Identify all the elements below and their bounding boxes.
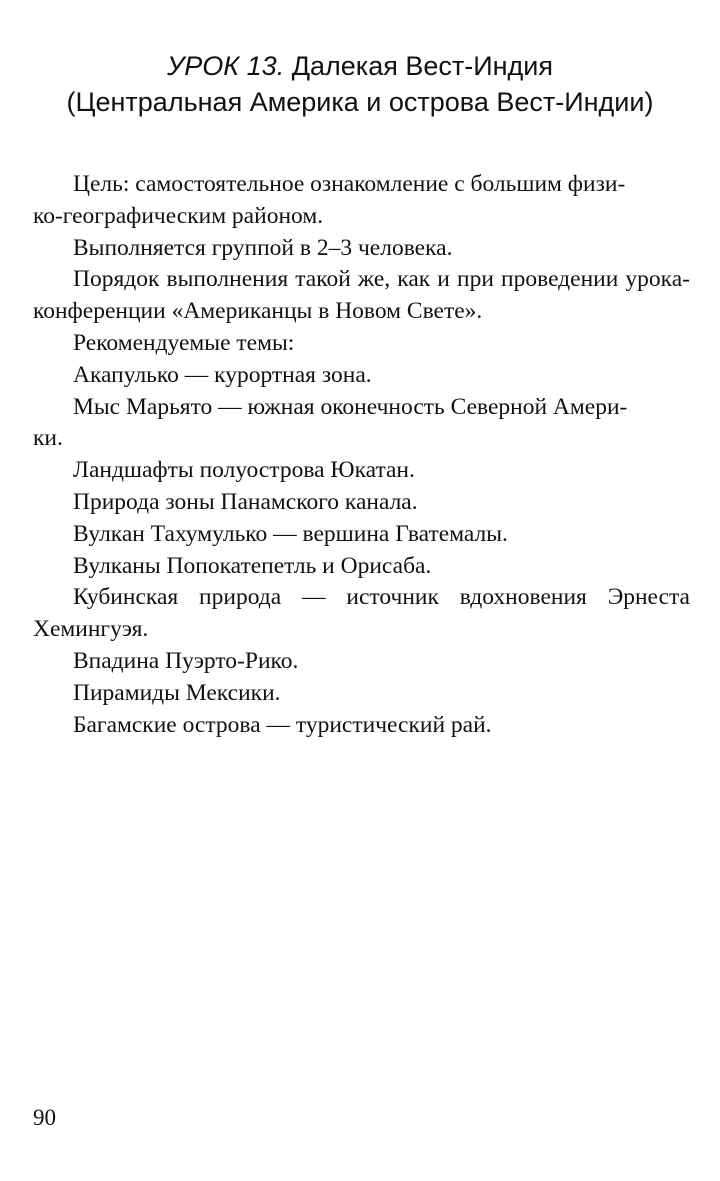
topic-item: Кубинская природа — источник вдохновения Эрнеста Хемингуэя. — [33, 584, 690, 643]
topic-item: Вулкан Тахумулько — вершина Гватемалы. — [73, 520, 508, 547]
lesson-title-line — [0, 48, 720, 84]
lesson-body — [33, 169, 690, 741]
topic-item: Впадина Пуэрто-Рико. — [73, 647, 299, 674]
lesson-number: УРОК 13. — [166, 51, 285, 81]
lesson-title: Далекая Вест-Индия — [291, 51, 553, 81]
topic-item: Вулканы Попокатепетль и Орисаба. — [73, 552, 432, 579]
topic-item: Природа зоны Панамского канала. — [73, 488, 418, 515]
lesson-subtitle: (Центральная Америка и острова Вест-Индии) — [66, 87, 654, 117]
page-number: 90 — [33, 1105, 56, 1130]
topic-item: Ландшафты полуострова Юкатан. — [73, 457, 415, 484]
goal-paragraph: Цель: самостоятельное ознакомление с большим физи- ко-географическим районом. — [33, 171, 626, 229]
group-paragraph: Выполняется группой в 2–3 человека. — [73, 234, 453, 261]
lesson-heading — [0, 48, 720, 120]
topic-item: Багамские острова — туристический рай. — [73, 711, 492, 738]
topics-heading: Рекомендуемые темы: — [73, 329, 295, 356]
procedure-paragraph: Порядок выполнения такой же, как и при проведении урока-конференции «Американцы в Новом Свете». — [33, 266, 690, 325]
topic-item: Акапулько — курортная зона. — [73, 361, 372, 388]
topic-item: Пирамиды Мексики. — [73, 679, 281, 706]
topic-item: Мыс Марьято — южная оконечность Северной Амери- ки. — [33, 393, 628, 452]
